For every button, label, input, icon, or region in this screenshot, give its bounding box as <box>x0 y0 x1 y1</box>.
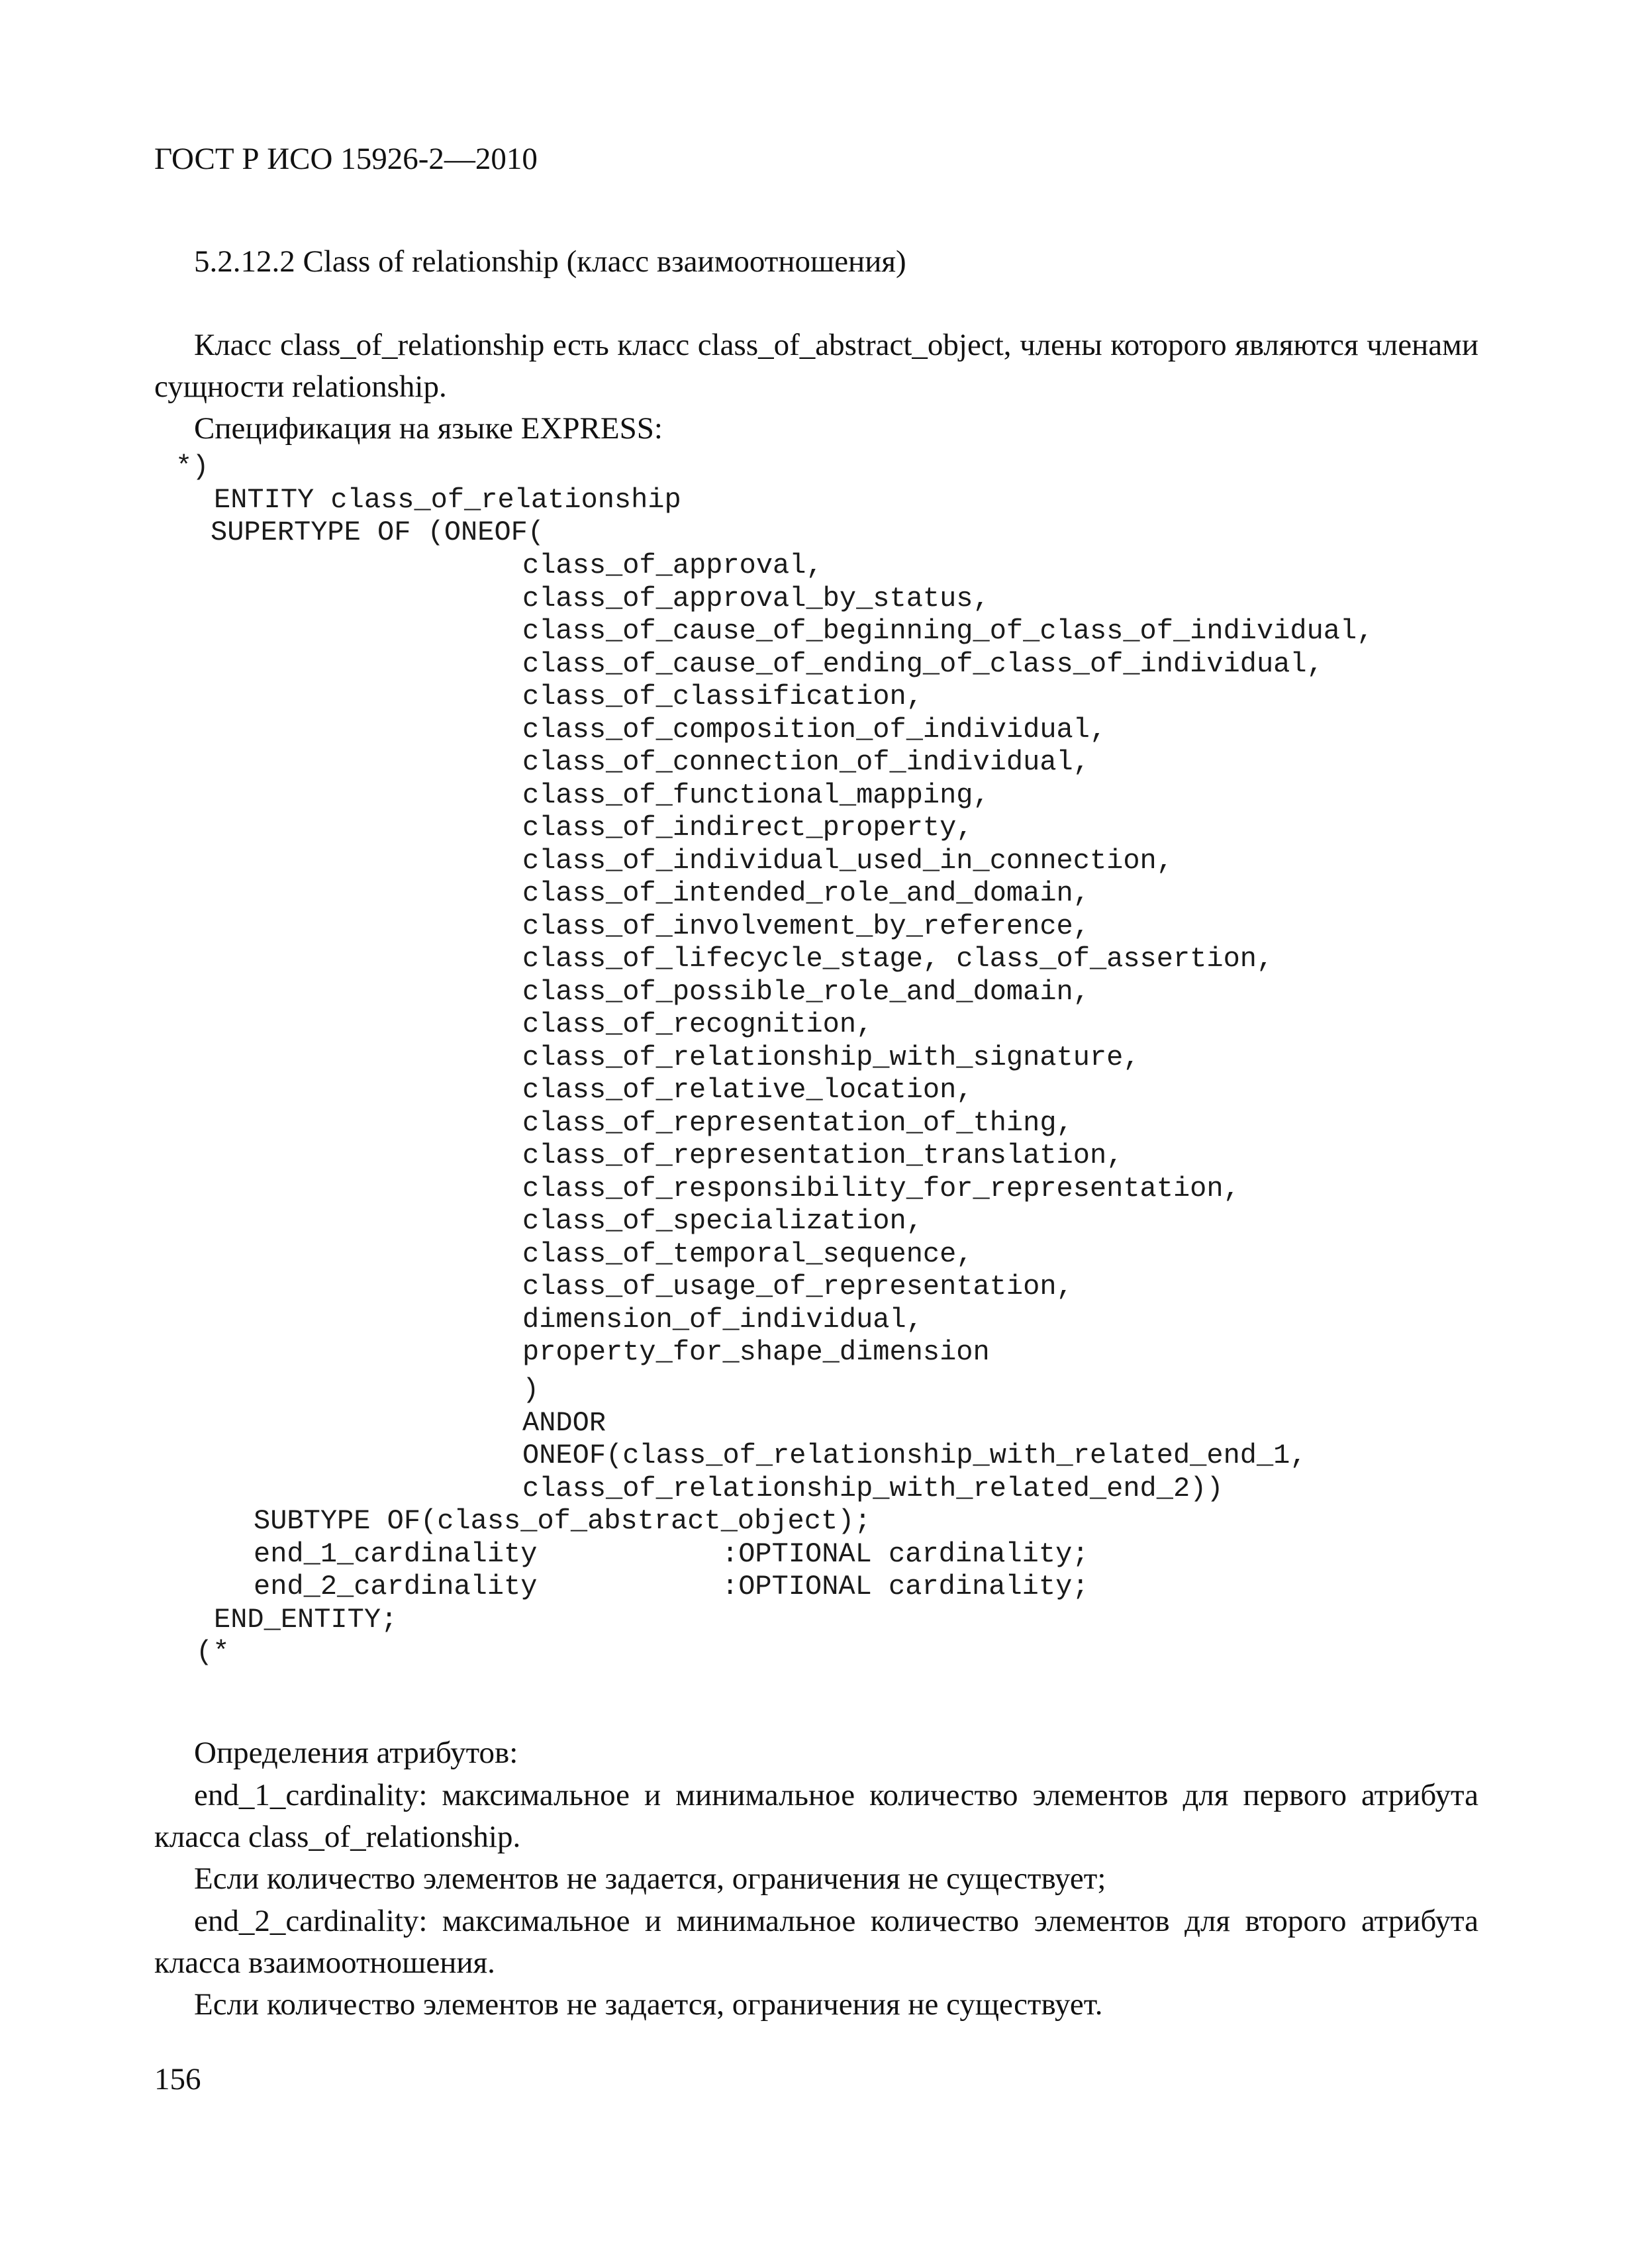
end-2-cardinality-note: Если количество элементов не задается, ограничения не существует. <box>194 1987 1103 2022</box>
code-subtype-line: class_of_classification, <box>522 681 923 713</box>
code-attr-2-type: :OPTIONAL cardinality; <box>722 1571 1089 1602</box>
code-end-entity: END_ENTITY; <box>214 1604 398 1636</box>
code-attr-1-type: :OPTIONAL cardinality; <box>722 1538 1089 1570</box>
code-entity-line: ENTITY class_of_relationship <box>214 484 681 516</box>
code-subtype-line: class_of_usage_of_representation, <box>522 1271 1073 1303</box>
code-subtype-line: class_of_cause_of_beginning_of_class_of_individual, <box>522 615 1374 647</box>
code-subtype-line: class_of_functional_mapping, <box>522 779 990 811</box>
code-subtype-line: class_of_composition_of_individual, <box>522 714 1107 746</box>
code-subtype-line: class_of_representation_translation, <box>522 1140 1124 1171</box>
code-attr-2-name: end_2_cardinality <box>254 1571 538 1602</box>
code-subtype-line: class_of_approval, <box>522 550 823 581</box>
code-subtype-line: class_of_involvement_by_reference, <box>522 911 1090 942</box>
end-1-cardinality-definition: end_1_cardinality: максимальное и минимальное количество элементов для первого атрибута класса class_of_relationship. <box>154 1778 1478 1854</box>
code-attr-1-name: end_1_cardinality <box>254 1538 538 1570</box>
page-number: 156 <box>154 2062 201 2096</box>
code-subtype-line: class_of_responsibility_for_representation, <box>522 1173 1240 1205</box>
code-subtype-line: class_of_relationship_with_signature, <box>522 1042 1140 1073</box>
document-code-header: ГОСТ Р ИСО 15926-2—2010 <box>154 142 538 176</box>
code-subtype-line: class_of_specialization, <box>522 1205 923 1237</box>
code-andor: ANDOR <box>522 1407 606 1439</box>
code-supertype-line: SUPERTYPE OF (ONEOF( <box>211 517 545 548</box>
code-subtype-line: class_of_lifecycle_stage, class_of_assertion, <box>522 943 1274 975</box>
code-subtype-line: class_of_indirect_property, <box>522 812 973 844</box>
code-subtype-line: class_of_relative_location, <box>522 1074 973 1106</box>
code-subtype-line: class_of_connection_of_individual, <box>522 746 1090 778</box>
code-subtype-line: property_for_shape_dimension <box>522 1336 990 1368</box>
code-subtype-line: class_of_temporal_sequence, <box>522 1238 973 1270</box>
code-subtype-line: class_of_intended_role_and_domain, <box>522 877 1090 909</box>
code-subtype-line: class_of_individual_used_in_connection, <box>522 845 1173 877</box>
code-subtype-line: class_of_approval_by_status, <box>522 583 990 615</box>
code-oneof-line-1: ONEOF(class_of_relationship_with_related_end_1, <box>522 1440 1307 1471</box>
code-oneof-line-2: class_of_relationship_with_related_end_2)) <box>522 1473 1224 1504</box>
end-2-cardinality-definition: end_2_cardinality: максимальное и минимальное количество элементов для второго атрибута класса взаимоотношения. <box>154 1904 1478 1980</box>
class-definition-paragraph: Класс class_of_relationship есть класс class_of_abstract_object, члены которого являются членами сущности relationship. <box>154 328 1478 404</box>
end-1-cardinality-note: Если количество элементов не задается, ограничения не существует; <box>194 1861 1106 1896</box>
code-subtype-line: class_of_cause_of_ending_of_class_of_individual, <box>522 648 1324 680</box>
code-subtype-line: class_of_possible_role_and_domain, <box>522 976 1090 1008</box>
attributes-heading: Определения атрибутов: <box>194 1736 518 1770</box>
code-subtype-of-line: SUBTYPE OF(class_of_abstract_object); <box>254 1505 871 1537</box>
code-subtype-line: dimension_of_individual, <box>522 1304 923 1336</box>
express-spec-label: Спецификация на языке EXPRESS: <box>194 411 663 446</box>
code-close-paren: ) <box>522 1374 540 1406</box>
code-subtype-line: class_of_recognition, <box>522 1009 873 1040</box>
section-heading: 5.2.12.2 Class of relationship (класс взаимоотношения) <box>194 244 906 279</box>
code-open-comment: *) <box>175 451 209 483</box>
code-close-comment: (* <box>196 1636 230 1668</box>
code-subtype-line: class_of_representation_of_thing, <box>522 1107 1073 1139</box>
